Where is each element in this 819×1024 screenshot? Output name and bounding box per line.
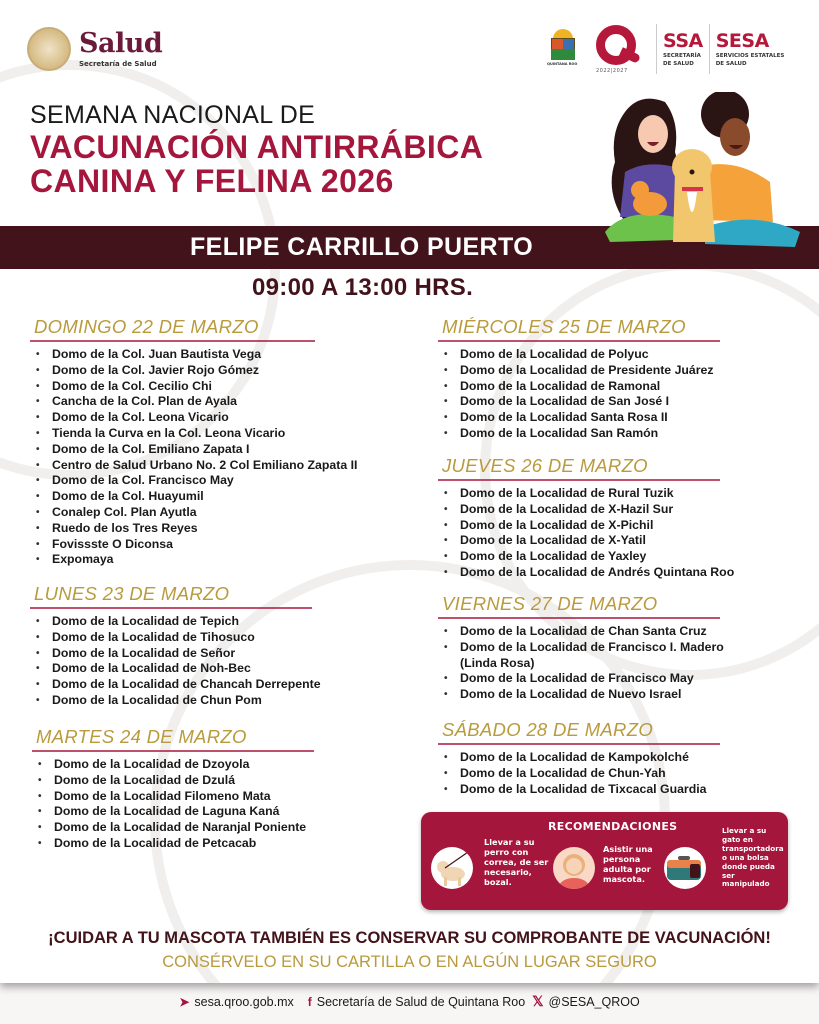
list-item: • Domo de la Localidad de Señor: [34, 646, 312, 662]
location-list: [30, 347, 358, 568]
day-heading: MARTES 24 DE MARZO: [36, 726, 247, 747]
pet-carrier-icon: [664, 847, 706, 889]
list-item: • Domo de la Localidad de Kampokolché: [442, 750, 720, 766]
list-item: • Domo de la Localidad de Chun Pom: [34, 693, 312, 709]
list-item: • Domo de la Localidad de Rural Tuzik: [442, 486, 720, 502]
logo-title: Salud: [79, 28, 163, 59]
heading-underline: [438, 743, 720, 745]
list-item: • Domo de la Localidad de Ramonal: [442, 379, 720, 395]
recommendation-dog: [484, 837, 548, 887]
list-item: • Expomaya: [34, 552, 315, 568]
list-item: • Tienda la Curva en la Col. Leona Vicario: [34, 426, 315, 442]
heading-underline: [30, 340, 315, 342]
dog-leash-icon: [431, 847, 473, 889]
footer: [0, 993, 819, 1010]
ssa-line2: DE SALUD: [663, 61, 694, 67]
location-list: [438, 486, 735, 581]
list-item: • Domo de la Col. Juan Bautista Vega: [34, 347, 315, 363]
list-item: • Domo de la Localidad de Francisco May: [442, 671, 720, 687]
list-item: • Domo de la Col. Huayumil: [34, 489, 315, 505]
list-item: • Domo de la Localidad de Tihosuco: [34, 630, 312, 646]
list-item: • Domo de la Localidad de Noh-Bec: [34, 661, 312, 677]
quintana-roo-shield-icon: [547, 29, 578, 69]
list-item: • Domo de la Localidad de Chun-Yah: [442, 766, 720, 782]
reco-line: necesario,: [484, 867, 532, 877]
day-heading: JUEVES 26 DE MARZO: [442, 455, 648, 476]
list-item: • Domo de la Localidad de Dzulá: [36, 773, 314, 789]
list-item: • Domo de la Localidad Filomeno Mata: [36, 789, 314, 805]
day-heading: DOMINGO 22 DE MARZO: [34, 316, 259, 337]
footer-x[interactable]: [532, 993, 639, 1010]
day-section-viernes: [438, 593, 724, 703]
recommendation-cat: [722, 827, 784, 889]
list-item: • Domo de la Localidad de Tepich: [34, 614, 312, 630]
ssa-line1: SECRETARÍA: [663, 52, 701, 59]
list-item: • Domo de la Col. Francisco May: [34, 473, 315, 489]
list-item: • Domo de la Localidad de Dzoyola: [36, 757, 314, 773]
national-seal-icon: [27, 27, 71, 71]
government-logos: [547, 24, 785, 74]
day-section-domingo: [30, 316, 358, 568]
reco-line: mascota.: [603, 874, 645, 884]
reco-line: donde pueda: [722, 861, 775, 871]
sesa-line2: DE SALUD: [715, 61, 747, 67]
list-item: • Domo de la Localidad de Chancah Derrepente: [34, 677, 312, 693]
x-icon: 𝕏: [532, 993, 544, 1009]
reco-line: transportadora: [722, 843, 784, 853]
reco-line: manipulado: [722, 879, 770, 889]
list-item: • Domo de la Localidad de Yaxley: [442, 549, 720, 565]
list-item: • Domo de la Localidad de Presidente Juárez: [442, 363, 720, 379]
location-list: [438, 624, 724, 703]
ssa-logo: [663, 31, 703, 68]
location-list: [438, 347, 720, 442]
day-heading: SÁBADO 28 DE MARZO: [442, 719, 654, 740]
title-line-3: CANINA Y FELINA 2026: [30, 163, 394, 199]
list-item: • Domo de la Localidad de Tixcacal Guardia: [442, 782, 720, 798]
location-list: [32, 757, 314, 852]
slogan-subtitle: CONSÉRVELO EN SU CARTILLA O EN ALGÚN LUGAR SEGURO: [162, 953, 657, 971]
list-item: • Domo de la Localidad de Andrés Quintana Roo: [442, 565, 720, 581]
list-item: • Domo de la Localidad de Francisco I. Madero (Linda Rosa): [442, 640, 742, 672]
recommendations-box: [421, 812, 788, 910]
sesa-line1: SERVICIOS ESTATALES: [715, 52, 785, 59]
cursor-icon: ➤: [179, 994, 190, 1009]
reco-line: perro con: [484, 847, 529, 857]
list-item: • Domo de la Col. Cecilio Chi: [34, 379, 315, 395]
day-section-lunes: [30, 583, 321, 709]
list-item: • Domo de la Localidad de Chan Santa Cruz: [442, 624, 720, 640]
day-section-jueves: [438, 455, 735, 581]
divider: [709, 24, 710, 74]
footer-facebook[interactable]: [308, 995, 525, 1009]
heading-underline: [438, 479, 720, 481]
heading-underline: [438, 617, 720, 619]
list-item: • Domo de la Col. Emiliano Zapata I: [34, 442, 315, 458]
list-item: • Domo de la Col. Javier Rojo Gómez: [34, 363, 315, 379]
reco-line: adulta por: [603, 864, 651, 874]
day-section-sabado: [438, 719, 720, 797]
logo-subtitle: Secretaría de Salud: [79, 60, 157, 68]
website-link[interactable]: sesa.qroo.gob.mx: [194, 994, 294, 1009]
sesa-abbr: SESA: [715, 29, 769, 52]
ssa-abbr: SSA: [663, 29, 703, 52]
list-item: • Domo de la Localidad San Ramón: [442, 426, 720, 442]
list-item: • Domo de la Localidad de Laguna Kaná: [36, 804, 314, 820]
day-section-miercoles: [438, 316, 720, 442]
adult-person-icon: [553, 847, 595, 889]
reco-line: Llevar a su: [484, 837, 535, 847]
sesa-logo: [716, 31, 785, 68]
list-item: • Domo de la Localidad Santa Rosa II: [442, 410, 720, 426]
location-list: [30, 614, 321, 709]
q-logo-years: 2022|2027: [596, 68, 628, 74]
q-logo-icon: [594, 25, 642, 73]
slogan: ¡CUIDAR A TU MASCOTA TAMBIÉN ES CONSERVAR SU COMPROBANTE DE VACUNACIÓN!: [48, 929, 771, 947]
reco-line: persona: [603, 854, 641, 864]
recommendation-adult: [603, 844, 653, 884]
people-with-pets-illustration: [595, 92, 810, 252]
day-section-martes: [32, 726, 314, 852]
footer-website[interactable]: [179, 995, 293, 1009]
reco-line: ser: [722, 870, 735, 880]
list-item: • Domo de la Localidad de Naranjal Poniente: [36, 820, 314, 836]
reco-line: bozal.: [484, 877, 512, 887]
location-title: FELIPE CARRILLO PUERTO: [190, 233, 534, 261]
x-link[interactable]: @SESA_QROO: [548, 994, 640, 1009]
list-item: • Domo de la Localidad de X-Yatil: [442, 533, 720, 549]
page-title: [30, 100, 483, 198]
title-line-2: VACUNACIÓN ANTIRRÁBICA: [30, 129, 484, 165]
title-line-1: SEMANA NACIONAL DE: [30, 101, 316, 129]
facebook-link[interactable]: Secretaría de Salud de Quintana Roo: [316, 994, 526, 1009]
list-item: • Centro de Salud Urbano No. 2 Col Emiliano Zapata II: [34, 458, 315, 474]
list-item: • Domo de la Localidad de Petcacab: [36, 836, 314, 852]
schedule-hours: 09:00 A 13:00 HRS.: [252, 274, 474, 301]
day-heading: LUNES 23 DE MARZO: [34, 583, 230, 604]
day-heading: VIERNES 27 DE MARZO: [442, 593, 658, 614]
list-item: • Conalep Col. Plan Ayutla: [34, 505, 315, 521]
list-item: • Cancha de la Col. Plan de Ayala: [34, 394, 315, 410]
list-item: • Domo de la Localidad de X-Hazil Sur: [442, 502, 720, 518]
divider: [656, 24, 657, 74]
location-list: [438, 750, 720, 797]
shield-caption: QUINTANA ROO: [547, 62, 578, 66]
list-item: • Domo de la Localidad de X-Pichil: [442, 518, 720, 534]
reco-line: correa, de ser: [484, 857, 549, 867]
list-item: • Ruedo de los Tres Reyes: [34, 521, 315, 537]
reco-line: gato en: [722, 834, 753, 844]
list-item: • Domo de la Col. Leona Vicario: [34, 410, 315, 426]
day-heading: MIÉRCOLES 25 DE MARZO: [442, 316, 686, 337]
list-item: • Domo de la Localidad de San José I: [442, 394, 720, 410]
heading-underline: [32, 750, 314, 752]
heading-underline: [438, 340, 720, 342]
heading-underline: [30, 607, 312, 609]
salud-logo: [27, 27, 162, 71]
list-item: • Fovissste O Diconsa: [34, 537, 315, 553]
list-item: • Domo de la Localidad de Nuevo Israel: [442, 687, 720, 703]
list-item: • Domo de la Localidad de Polyuc: [442, 347, 720, 363]
recommendations-title: RECOMENDACIONES: [548, 820, 678, 833]
facebook-icon: f: [307, 994, 312, 1009]
reco-line: Asistir una: [603, 844, 653, 854]
reco-line: o una bolsa: [722, 852, 769, 862]
reco-line: Llevar a su: [722, 826, 767, 835]
